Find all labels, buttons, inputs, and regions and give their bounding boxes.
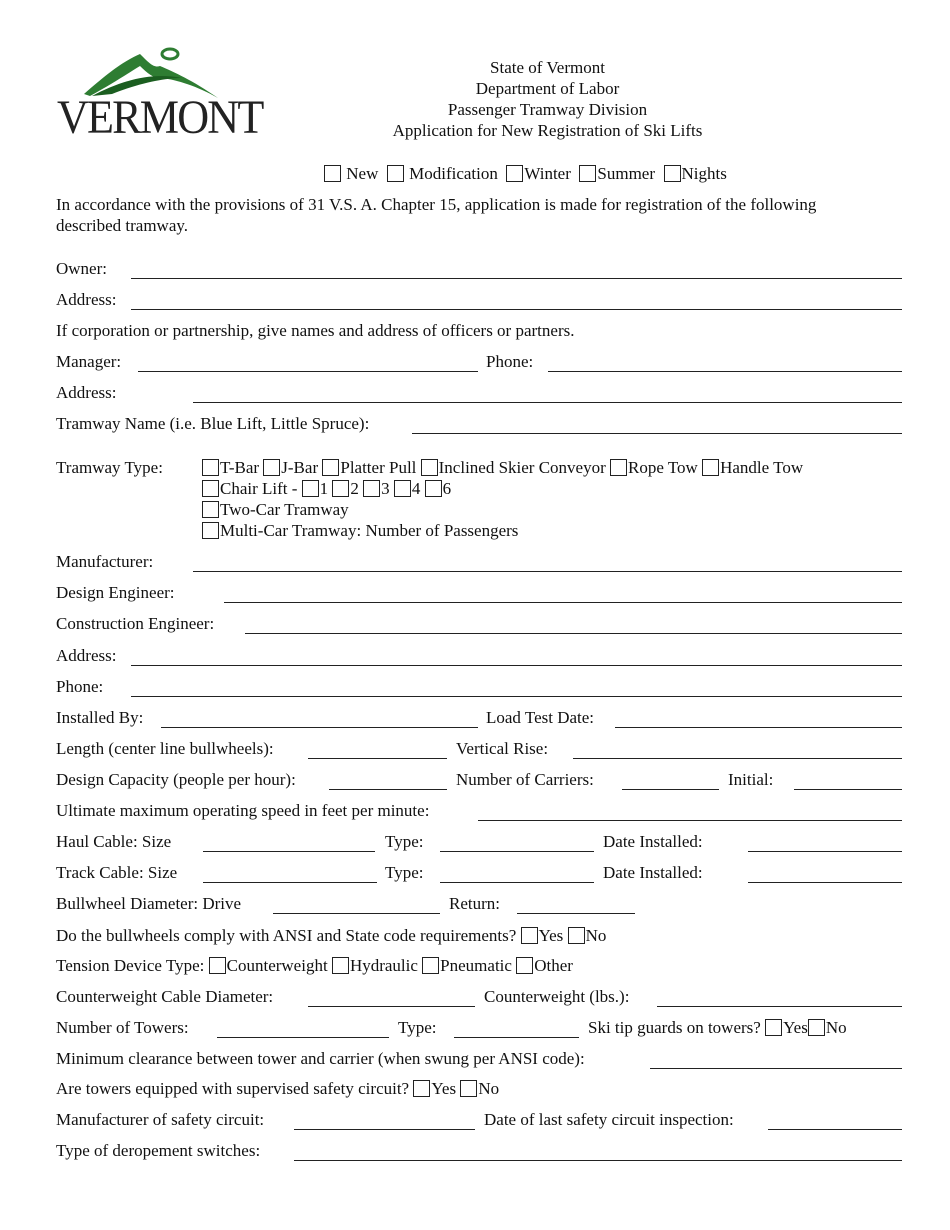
manufacturer-field[interactable] (193, 571, 902, 572)
checkbox[interactable] (324, 165, 341, 182)
mfr-safety-circuit-label: Manufacturer of safety circuit: (56, 1110, 265, 1129)
header-line-division: Passenger Tramway Division (447, 100, 648, 119)
intro-text: In accordance with the provisions of 31 V.S. A. Chapter 15, application is made for registration of the following (56, 195, 817, 214)
manager-address-field[interactable] (193, 402, 902, 403)
cw-cable-diameter-field[interactable] (308, 1006, 475, 1007)
option-two-car-tramway[interactable]: Two-Car Tramway (202, 500, 349, 520)
derope-switches-label: Type of deropement switches: (56, 1141, 261, 1160)
app-type-modification[interactable]: Modification (387, 164, 498, 183)
num-towers-field[interactable] (217, 1037, 389, 1038)
checkbox[interactable] (521, 927, 538, 944)
checkbox[interactable] (322, 459, 339, 476)
safety-circuit-question: Are towers equipped with supervised safety circuit? Yes No (56, 1079, 500, 1098)
vertical-rise-label: Vertical Rise: (456, 739, 549, 758)
tension-other[interactable]: Other (516, 956, 573, 975)
tension-pneumatic[interactable]: Pneumatic (422, 956, 512, 975)
derope-switches-field[interactable] (294, 1160, 902, 1161)
haul-cable-type-field[interactable] (440, 851, 594, 852)
manufacturer-label: Manufacturer: (56, 552, 154, 571)
length-label: Length (center line bullwheels): (56, 739, 274, 758)
design-capacity-field[interactable] (329, 789, 447, 790)
last-inspection-field[interactable] (768, 1129, 902, 1130)
initial-label: Initial: (728, 770, 774, 789)
haul-cable-date-field[interactable] (748, 851, 902, 852)
haul-cable-size-field[interactable] (203, 851, 375, 852)
header-line-department: Department of Labor (475, 79, 620, 98)
max-speed-label: Ultimate maximum operating speed in feet per minute: (56, 801, 430, 820)
tension-device-row: Tension Device Type: Counterweight Hydraulic Pneumatic Other (56, 956, 573, 975)
min-clearance-field[interactable] (650, 1068, 902, 1069)
checkbox[interactable] (413, 1080, 430, 1097)
checkbox[interactable] (209, 957, 226, 974)
engineer-address-field[interactable] (131, 665, 902, 666)
tramway-name-field[interactable] (412, 433, 902, 434)
track-cable-size-label: Track Cable: Size (56, 863, 178, 882)
address-label: Address: (56, 290, 117, 309)
num-carriers-label: Number of Carriers: (456, 770, 594, 789)
checkbox[interactable] (421, 459, 438, 476)
checkbox[interactable] (460, 1080, 477, 1097)
num-towers-label: Number of Towers: (56, 1018, 189, 1037)
vermont-logo-text: VERMONT (57, 91, 263, 144)
corporation-note: If corporation or partnership, give names and address of officers or partners. (56, 321, 575, 340)
construction-engineer-field[interactable] (245, 633, 902, 634)
phone-field[interactable] (548, 371, 902, 372)
counterweight-lbs-field[interactable] (657, 1006, 902, 1007)
design-engineer-label: Design Engineer: (56, 583, 175, 602)
mfr-safety-circuit-field[interactable] (294, 1129, 475, 1130)
track-cable-date-field[interactable] (748, 882, 902, 883)
chair-count-3[interactable]: 3 (363, 479, 390, 498)
checkbox[interactable] (202, 459, 219, 476)
checkbox[interactable] (425, 480, 442, 497)
checkbox[interactable] (202, 522, 219, 539)
checkbox[interactable] (516, 957, 533, 974)
checkbox[interactable] (332, 957, 349, 974)
checkbox[interactable] (506, 165, 523, 182)
chair-count-2[interactable]: 2 (332, 479, 359, 498)
ski-tip-guards-yes[interactable]: Yes (765, 1018, 808, 1037)
max-speed-field[interactable] (478, 820, 902, 821)
checkbox[interactable] (202, 501, 219, 518)
tension-hydraulic[interactable]: Hydraulic (332, 956, 418, 975)
haul-cable-size-label: Haul Cable: Size (56, 832, 172, 851)
tramway-type-row1 (202, 458, 803, 478)
application-type-options (324, 164, 727, 184)
app-type-new[interactable]: New (324, 164, 378, 183)
haul-cable-date-label: Date Installed: (603, 832, 703, 851)
checkbox[interactable] (332, 480, 349, 497)
haul-cable-type-label: Type: (385, 832, 424, 851)
tramway-type-chair-lift-row (202, 479, 451, 499)
bullwheel-drive-label: Bullwheel Diameter: Drive (56, 894, 242, 913)
checkbox[interactable] (387, 165, 404, 182)
last-inspection-label: Date of last safety circuit inspection: (484, 1110, 734, 1129)
design-capacity-label: Design Capacity (people per hour): (56, 770, 296, 789)
chair-count-4[interactable]: 4 (394, 479, 421, 498)
phone-label: Phone: (486, 352, 534, 371)
bullwheel-drive-field[interactable] (273, 913, 440, 914)
load-test-date-field[interactable] (615, 727, 902, 728)
tower-type-field[interactable] (454, 1037, 579, 1038)
length-field[interactable] (308, 758, 447, 759)
chair-count-6[interactable]: 6 (425, 479, 452, 498)
installed-by-label: Installed By: (56, 708, 144, 727)
engineer-phone-field[interactable] (131, 696, 902, 697)
counterweight-lbs-label: Counterweight (lbs.): (484, 987, 630, 1006)
track-cable-date-label: Date Installed: (603, 863, 703, 882)
load-test-date-label: Load Test Date: (486, 708, 595, 727)
header-line-state: State of Vermont (490, 58, 605, 77)
design-engineer-field[interactable] (224, 602, 902, 603)
installed-by-field[interactable] (161, 727, 478, 728)
track-cable-size-field[interactable] (203, 882, 377, 883)
bullwheel-return-field[interactable] (517, 913, 635, 914)
checkbox[interactable] (263, 459, 280, 476)
bullwheel-return-label: Return: (449, 894, 500, 913)
checkbox[interactable] (422, 957, 439, 974)
checkbox[interactable] (610, 459, 627, 476)
bullwheel-ansi-yes[interactable]: Yes (521, 926, 564, 945)
engineer-address-label: Address: (56, 646, 117, 665)
option-chair-lift[interactable]: Chair Lift - (202, 479, 297, 498)
option-j-bar[interactable]: J-Bar (263, 458, 318, 477)
checkbox[interactable] (664, 165, 681, 182)
page-title: Application for New Registration of Ski Lifts (392, 121, 703, 140)
cw-cable-diameter-label: Counterweight Cable Diameter: (56, 987, 274, 1006)
option-inclined-skier-conveyor[interactable]: Inclined Skier Conveyor (421, 458, 606, 477)
track-cable-type-label: Type: (385, 863, 424, 882)
option-platter-pull[interactable]: Platter Pull (322, 458, 416, 477)
bullwheel-ansi-question: Do the bullwheels comply with ANSI and State code requirements? Yes No (56, 926, 607, 945)
checkbox[interactable] (394, 480, 411, 497)
manager-label: Manager: (56, 352, 122, 371)
checkbox[interactable] (302, 480, 319, 497)
app-type-nights[interactable]: Nights (664, 164, 727, 183)
manager-field[interactable] (138, 371, 478, 372)
track-cable-type-field[interactable] (440, 882, 594, 883)
chair-count-1[interactable]: 1 (302, 479, 329, 498)
ski-tip-guards-no[interactable]: No (808, 1018, 847, 1037)
checkbox[interactable] (808, 1019, 825, 1036)
checkbox[interactable] (363, 480, 380, 497)
safety-circuit-yes[interactable]: Yes (413, 1079, 456, 1098)
num-carriers-field[interactable] (622, 789, 719, 790)
owner-field[interactable] (131, 278, 902, 279)
tension-counterweight[interactable]: Counterweight (209, 956, 328, 975)
checkbox[interactable] (579, 165, 596, 182)
construction-engineer-label: Construction Engineer: (56, 614, 215, 633)
tramway-name-label: Tramway Name (i.e. Blue Lift, Little Spruce): (56, 414, 370, 433)
tower-type-label: Type: (398, 1018, 437, 1037)
option-handle-tow[interactable]: Handle Tow (702, 458, 803, 477)
tramway-type-label: Tramway Type: (56, 458, 163, 477)
checkbox[interactable] (702, 459, 719, 476)
initial-field[interactable] (794, 789, 902, 790)
manager-address-label: Address: (56, 383, 117, 402)
min-clearance-label: Minimum clearance between tower and carrier (when swung per ANSI code): (56, 1049, 585, 1068)
address-field[interactable] (131, 309, 902, 310)
owner-label: Owner: (56, 259, 107, 278)
option-t-bar[interactable]: T-Bar (202, 458, 259, 477)
option-rope-tow[interactable]: Rope Tow (610, 458, 698, 477)
vertical-rise-field[interactable] (573, 758, 902, 759)
engineer-phone-label: Phone: (56, 677, 104, 696)
intro-text-cont: described tramway. (56, 216, 189, 235)
ski-tip-guards-question: Ski tip guards on towers? Yes No (588, 1018, 847, 1037)
bullwheel-ansi-no[interactable]: No (568, 926, 607, 945)
safety-circuit-no[interactable]: No (460, 1079, 499, 1098)
checkbox[interactable] (765, 1019, 782, 1036)
checkbox[interactable] (568, 927, 585, 944)
checkbox[interactable] (202, 480, 219, 497)
app-type-summer[interactable]: Summer (579, 164, 655, 183)
option-multi-car-tramway[interactable]: Multi-Car Tramway: Number of Passengers (202, 521, 518, 541)
app-type-winter[interactable]: Winter (506, 164, 571, 183)
